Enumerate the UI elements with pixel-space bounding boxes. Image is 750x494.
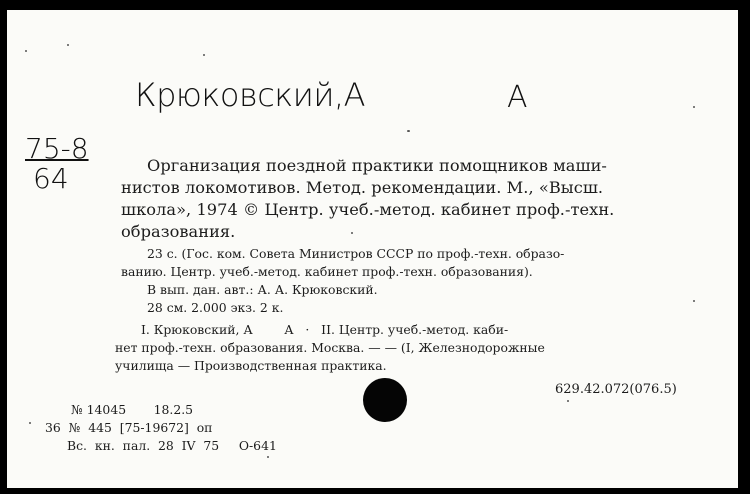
notes-line-4: 28 см. 2.000 экз. 2 к. xyxy=(147,300,284,315)
speck xyxy=(267,456,269,458)
shelf-mark-top: 75-8 xyxy=(25,132,89,165)
tracings-line-2: нет проф.-техн. образования. Москва. — — (I, Железнодорожные xyxy=(115,340,545,355)
classification-number: 629.42.072(076.5) xyxy=(555,382,677,397)
speck xyxy=(25,50,27,52)
footer-line-1: № 14045 18.2.5 xyxy=(71,402,194,417)
speck xyxy=(351,232,353,234)
speck xyxy=(567,400,569,402)
speck xyxy=(67,44,69,46)
title-line-1: Организация поездной практики помощников маши- xyxy=(147,156,607,175)
speck xyxy=(29,422,31,424)
footer-line-3: Вс. кн. пал. 28 IV 75 О-641 xyxy=(67,438,277,453)
handwritten-letter: А xyxy=(507,80,528,115)
tracings-line-1: I. Крюковский, А А · II. Центр. учеб.-метод. каби- xyxy=(141,322,509,337)
title-line-4: образования. xyxy=(121,222,236,241)
footer-line-2: 36 № 445 [75-19672] оп xyxy=(45,420,213,435)
speck xyxy=(693,300,695,302)
notes-line-3: В вып. дан. авт.: А. А. Крюковский. xyxy=(147,282,378,297)
notes-line-2: ванию. Центр. учеб.-метод. кабинет проф.-техн. образования). xyxy=(121,264,533,279)
punched-hole xyxy=(363,378,407,422)
handwritten-author: Крюковский,А xyxy=(135,76,366,114)
speck xyxy=(203,54,205,56)
tracings-line-3: училища — Производственная практика. xyxy=(115,358,387,373)
title-line-2: нистов локомотивов. Метод. рекомендации. М., «Высш. xyxy=(121,178,604,197)
speck xyxy=(407,130,410,132)
notes-line-1: 23 с. (Гос. ком. Совета Министров СССР по проф.-техн. образо- xyxy=(147,246,565,261)
title-line-3: школа», 1974 © Центр. учеб.-метод. кабинет проф.-техн. xyxy=(121,200,615,219)
shelf-mark-bottom: 64 xyxy=(33,162,69,195)
speck xyxy=(693,106,695,108)
catalog-card xyxy=(7,10,738,488)
